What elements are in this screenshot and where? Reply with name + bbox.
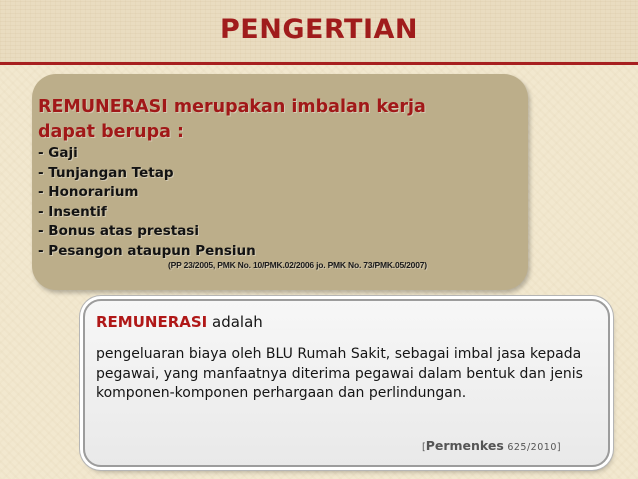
remuneration-types-heading [38, 95, 478, 145]
citation-main: PMK No. 10/PMK.02/2006 jo. PMK No. 73/PMK.05/2007) [217, 260, 427, 270]
citation-close-bracket: ] [556, 442, 561, 453]
title-underline [0, 62, 638, 65]
remuneration-types-list [38, 144, 256, 261]
list-item: - Honorarium [38, 184, 139, 200]
heading-line-2: dapat berupa : [38, 122, 185, 142]
citation-number: 625/2010 [503, 442, 557, 453]
list-item: - Gaji [38, 145, 78, 161]
list-item: - Tunjangan Tetap [38, 164, 174, 181]
citation-open-bracket: [ [422, 442, 426, 453]
list-item: - Pesangon ataupun Pensiun [38, 242, 256, 259]
slide-title: PENGERTIAN [220, 14, 418, 45]
citation-prefix: (PP 23/2005, [168, 260, 218, 270]
citation-source: Permenkes [425, 438, 504, 453]
regulation-citation [168, 260, 427, 270]
list-item: - Bonus atas prestasi [38, 223, 199, 239]
definition-term: REMUNERASI [96, 313, 208, 331]
definition-term-suffix: adalah [207, 313, 263, 331]
definition-text: pengeluaran biaya oleh BLU Rumah Sakit, sebagai imbal jasa kepada pegawai, yang manfaatnya diterima pegawai dalam bentuk dan jenis komponen-komponen perhargaan dan perlindungan. [96, 346, 583, 402]
list-item: - Insentif [38, 203, 107, 220]
heading-line-1: REMUNERASI merupakan imbalan kerja [38, 97, 426, 117]
definition-citation [422, 438, 561, 453]
definition-heading [96, 313, 263, 331]
